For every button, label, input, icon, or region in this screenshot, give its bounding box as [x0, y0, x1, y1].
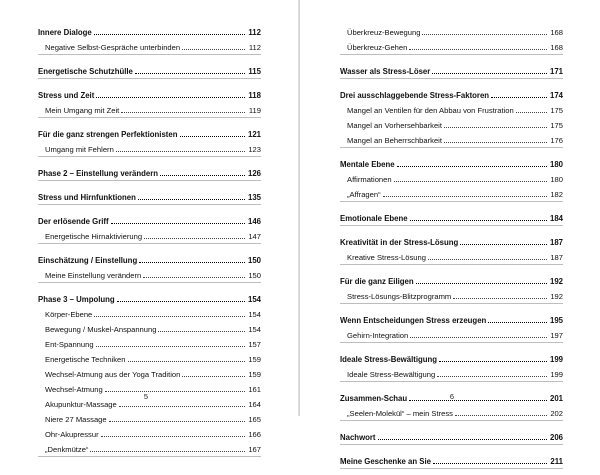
section-divider	[38, 54, 261, 55]
toc-entry-page: 164	[248, 400, 261, 409]
toc-entry-title: Ohr-Akupressur	[45, 430, 99, 439]
toc-entry-title: Affirmationen	[347, 175, 392, 184]
toc-entry-title: Für die ganz Eiligen	[340, 277, 414, 286]
toc-entry-title: Meine Geschenke an Sie	[340, 457, 432, 466]
dot-leader	[428, 259, 547, 260]
toc-entry-page: 175	[550, 121, 563, 130]
toc-section-entry	[38, 139, 261, 154]
toc-entry-page: 201	[549, 394, 563, 403]
toc-section-entry	[38, 349, 261, 364]
toc-entry-page: 175	[550, 106, 563, 115]
toc-entry-title: Gehirn-Integration	[347, 331, 409, 340]
section-divider	[340, 444, 563, 445]
toc-chapter-entry	[340, 208, 563, 223]
toc-entry-title: Bewegung / Muskel-Anspannung	[45, 325, 157, 334]
toc-chapter-entry	[340, 451, 563, 466]
toc-entry-title: Überkreuz-Bewegung	[347, 28, 421, 37]
dot-leader	[160, 175, 245, 176]
dot-leader	[437, 376, 547, 377]
section-divider	[38, 282, 261, 283]
dot-leader	[90, 451, 245, 452]
dot-leader	[182, 376, 245, 377]
toc-entry-title: Emotionale Ebene	[340, 214, 408, 223]
toc-entry-title: Überkreuz-Gehen	[347, 43, 408, 52]
dot-leader	[394, 181, 547, 182]
toc-section-entry	[38, 265, 261, 280]
toc-entry-title: Nachwort	[340, 433, 376, 442]
toc-entry-page: 182	[550, 190, 563, 199]
toc-entry-page: 192	[549, 277, 563, 286]
toc-entry-title: Stress und Zeit	[38, 91, 95, 100]
section-divider	[340, 420, 563, 421]
toc-entry-page: 161	[248, 385, 261, 394]
toc-chapter-entry	[340, 271, 563, 286]
dot-leader	[488, 322, 547, 323]
toc-entry-title: Wechsel-Atmung	[45, 385, 103, 394]
dot-leader	[109, 421, 245, 422]
toc-chapter-entry	[38, 187, 261, 202]
toc-entry-page: 187	[550, 253, 563, 262]
table-of-contents-right	[340, 22, 563, 475]
toc-entry-title: Ideale Stress-Bewältigung	[340, 355, 438, 364]
toc-entry-title: Wasser als Stress-Löser	[340, 67, 431, 76]
toc-section-entry	[340, 130, 563, 145]
toc-entry-title: Ent-Spannung	[45, 340, 94, 349]
dot-leader	[111, 223, 245, 224]
toc-entry-title: Für die ganz strengen Perfektionisten	[38, 130, 178, 139]
section-divider	[38, 204, 261, 205]
toc-section-entry	[340, 325, 563, 340]
toc-entry-title: Phase 2 – Einstellung verändern	[38, 169, 159, 178]
toc-entry-title: Energetische Hirnaktivierung	[45, 232, 143, 241]
toc-entry-page: 171	[549, 67, 563, 76]
dot-leader	[410, 220, 547, 221]
toc-entry-page: 118	[248, 91, 261, 100]
section-divider	[340, 381, 563, 382]
dot-leader	[444, 142, 547, 143]
toc-entry-page: 180	[549, 160, 563, 169]
toc-entry-page: 174	[549, 91, 563, 100]
toc-entry-page: 195	[549, 316, 563, 325]
dot-leader	[433, 463, 547, 464]
toc-chapter-entry	[340, 349, 563, 364]
toc-entry-page: 154	[248, 325, 261, 334]
toc-chapter-entry	[38, 163, 261, 178]
toc-entry-page: 168	[550, 28, 563, 37]
dot-leader	[453, 298, 547, 299]
toc-section-entry	[38, 100, 261, 115]
left-page	[0, 0, 300, 454]
toc-chapter-entry	[38, 85, 261, 100]
toc-section-entry	[38, 424, 261, 439]
dot-leader	[116, 151, 245, 152]
dot-leader	[158, 331, 245, 332]
toc-entry-page: 180	[550, 175, 563, 184]
dot-leader	[128, 361, 246, 362]
toc-chapter-entry	[38, 289, 261, 304]
toc-entry-title: Körper-Ebene	[45, 310, 93, 319]
toc-entry-title: Wenn Entscheidungen Stress erzeugen	[340, 316, 487, 325]
toc-entry-page: 192	[550, 292, 563, 301]
dot-leader	[180, 136, 245, 137]
toc-entry-title: Akupunktur-Massage	[45, 400, 117, 409]
toc-entry-page: 154	[247, 295, 261, 304]
toc-entry-page: 211	[550, 457, 563, 466]
toc-entry-title: Einschätzung / Einstellung	[38, 256, 138, 265]
right-page	[300, 0, 600, 466]
toc-entry-title: Mangel an Ventilen für den Abbau von Frustration	[347, 106, 514, 115]
toc-chapter-entry	[340, 85, 563, 100]
toc-entry-page: 157	[248, 340, 261, 349]
toc-entry-page: 176	[550, 136, 563, 145]
toc-entry-title: Innere Dialoge	[38, 28, 92, 37]
toc-section-entry	[38, 439, 261, 454]
section-divider	[38, 456, 261, 457]
toc-entry-page: 119	[248, 106, 261, 115]
toc-section-entry	[340, 247, 563, 262]
section-divider	[38, 78, 261, 79]
dot-leader	[144, 238, 245, 239]
toc-section-entry	[340, 286, 563, 301]
dot-leader	[409, 49, 547, 50]
toc-entry-page: 187	[549, 238, 563, 247]
dot-leader	[460, 244, 547, 245]
page-number-right: 6	[449, 392, 455, 401]
section-divider	[340, 147, 563, 148]
toc-entry-page: 166	[248, 430, 261, 439]
section-divider	[340, 78, 563, 79]
toc-entry-title: Energetische Techniken	[45, 355, 126, 364]
toc-entry-title: Kreative Stress-Lösung	[347, 253, 426, 262]
toc-section-entry	[340, 22, 563, 37]
dot-leader	[378, 439, 547, 440]
toc-entry-title: Ideale Stress-Bewältigung	[347, 370, 436, 379]
dot-leader	[94, 316, 245, 317]
dot-leader	[444, 127, 547, 128]
toc-entry-title: Mangel an Beherrschbarkeit	[347, 136, 442, 145]
toc-entry-title: Negative Selbst-Gespräche unterbinden	[45, 43, 181, 52]
toc-entry-title: Zusammen-Schau	[340, 394, 408, 403]
dot-leader	[119, 406, 245, 407]
dot-leader	[422, 34, 547, 35]
toc-section-entry	[340, 100, 563, 115]
section-divider	[38, 156, 261, 157]
dot-leader	[516, 112, 547, 113]
toc-entry-page: 159	[248, 355, 261, 364]
toc-entry-title: Stress-Lösungs-Blitzprogramm	[347, 292, 452, 301]
section-divider	[38, 243, 261, 244]
section-divider	[340, 468, 563, 469]
section-divider	[340, 303, 563, 304]
dot-leader	[96, 97, 245, 98]
toc-entry-title: „Denkmütze“	[45, 445, 89, 454]
toc-entry-page: 202	[550, 409, 563, 418]
toc-chapter-entry	[340, 154, 563, 169]
toc-section-entry	[38, 226, 261, 241]
toc-entry-page: 123	[248, 145, 261, 154]
toc-section-entry	[38, 364, 261, 379]
toc-chapter-entry	[38, 250, 261, 265]
dot-leader	[121, 112, 245, 113]
toc-entry-page: 167	[248, 445, 261, 454]
toc-entry-page: 168	[550, 43, 563, 52]
toc-chapter-entry	[340, 427, 563, 442]
toc-chapter-entry	[340, 232, 563, 247]
dot-leader	[397, 166, 547, 167]
toc-section-entry	[340, 169, 563, 184]
toc-entry-title: Mentale Ebene	[340, 160, 395, 169]
dot-leader	[138, 199, 245, 200]
toc-entry-title: „Seelen-Molekül“ – mein Stress	[347, 409, 453, 418]
section-divider	[38, 117, 261, 118]
toc-section-entry	[340, 184, 563, 199]
section-divider	[340, 201, 563, 202]
toc-entry-title: Stress und Hirnfunktionen	[38, 193, 136, 202]
toc-chapter-entry	[38, 22, 261, 37]
toc-chapter-entry	[38, 61, 261, 76]
toc-entry-page: 112	[248, 43, 261, 52]
toc-entry-page: 121	[247, 130, 261, 139]
toc-entry-title: Energetische Schutzhülle	[38, 67, 133, 76]
toc-section-entry	[340, 364, 563, 379]
dot-leader	[96, 346, 245, 347]
toc-entry-page: 184	[549, 214, 563, 223]
toc-entry-title: Der erlösende Griff	[38, 217, 109, 226]
toc-section-entry	[340, 115, 563, 130]
dot-leader	[416, 283, 547, 284]
dot-leader	[143, 277, 245, 278]
toc-entry-page: 199	[550, 370, 563, 379]
toc-section-entry	[38, 409, 261, 424]
toc-entry-title: Mangel an Vorhersehbarkeit	[347, 121, 442, 130]
section-divider	[340, 54, 563, 55]
toc-section-entry	[38, 334, 261, 349]
toc-section-entry	[38, 304, 261, 319]
toc-entry-page: 150	[247, 256, 261, 265]
section-divider	[340, 342, 563, 343]
toc-entry-title: Mein Umgang mit Zeit	[45, 106, 120, 115]
toc-entry-page: 199	[549, 355, 563, 364]
page-number-left: 5	[143, 392, 149, 401]
toc-section-entry	[38, 319, 261, 334]
toc-entry-title: Umgang mit Fehlern	[45, 145, 114, 154]
toc-entry-title: Phase 3 – Umpolung	[38, 295, 115, 304]
dot-leader	[410, 337, 547, 338]
dot-leader	[439, 361, 547, 362]
toc-chapter-entry	[38, 124, 261, 139]
toc-entry-page: 146	[247, 217, 261, 226]
toc-chapter-entry	[340, 61, 563, 76]
toc-entry-page: 115	[248, 67, 261, 76]
section-divider	[340, 264, 563, 265]
dot-leader	[383, 196, 547, 197]
dot-leader	[117, 301, 245, 302]
toc-entry-title: „Affragen“	[347, 190, 381, 199]
dot-leader	[139, 262, 245, 263]
dot-leader	[94, 34, 245, 35]
toc-entry-page: 165	[248, 415, 261, 424]
toc-entry-title: Drei ausschlaggebende Stress-Faktoren	[340, 91, 490, 100]
toc-entry-title: Wechsel-Atmung aus der Yoga Tradition	[45, 370, 181, 379]
toc-entry-title: Meine Einstellung verändern	[45, 271, 142, 280]
section-divider	[38, 180, 261, 181]
dot-leader	[135, 73, 245, 74]
toc-entry-page: 159	[248, 370, 261, 379]
toc-entry-page: 112	[248, 28, 261, 37]
dot-leader	[491, 97, 547, 98]
dot-leader	[101, 436, 245, 437]
toc-entry-title: Niere 27 Massage	[45, 415, 107, 424]
toc-entry-page: 206	[549, 433, 563, 442]
toc-entry-page: 147	[248, 232, 261, 241]
toc-entry-page: 197	[550, 331, 563, 340]
section-divider	[340, 225, 563, 226]
toc-entry-page: 135	[247, 193, 261, 202]
toc-entry-page: 126	[247, 169, 261, 178]
toc-chapter-entry	[38, 211, 261, 226]
dot-leader	[432, 73, 547, 74]
toc-section-entry	[340, 37, 563, 52]
toc-entry-page: 154	[248, 310, 261, 319]
toc-section-entry	[38, 37, 261, 52]
toc-entry-title: Kreativität in der Stress-Lösung	[340, 238, 459, 247]
toc-chapter-entry	[340, 310, 563, 325]
toc-entry-page: 150	[248, 271, 261, 280]
dot-leader	[182, 49, 245, 50]
